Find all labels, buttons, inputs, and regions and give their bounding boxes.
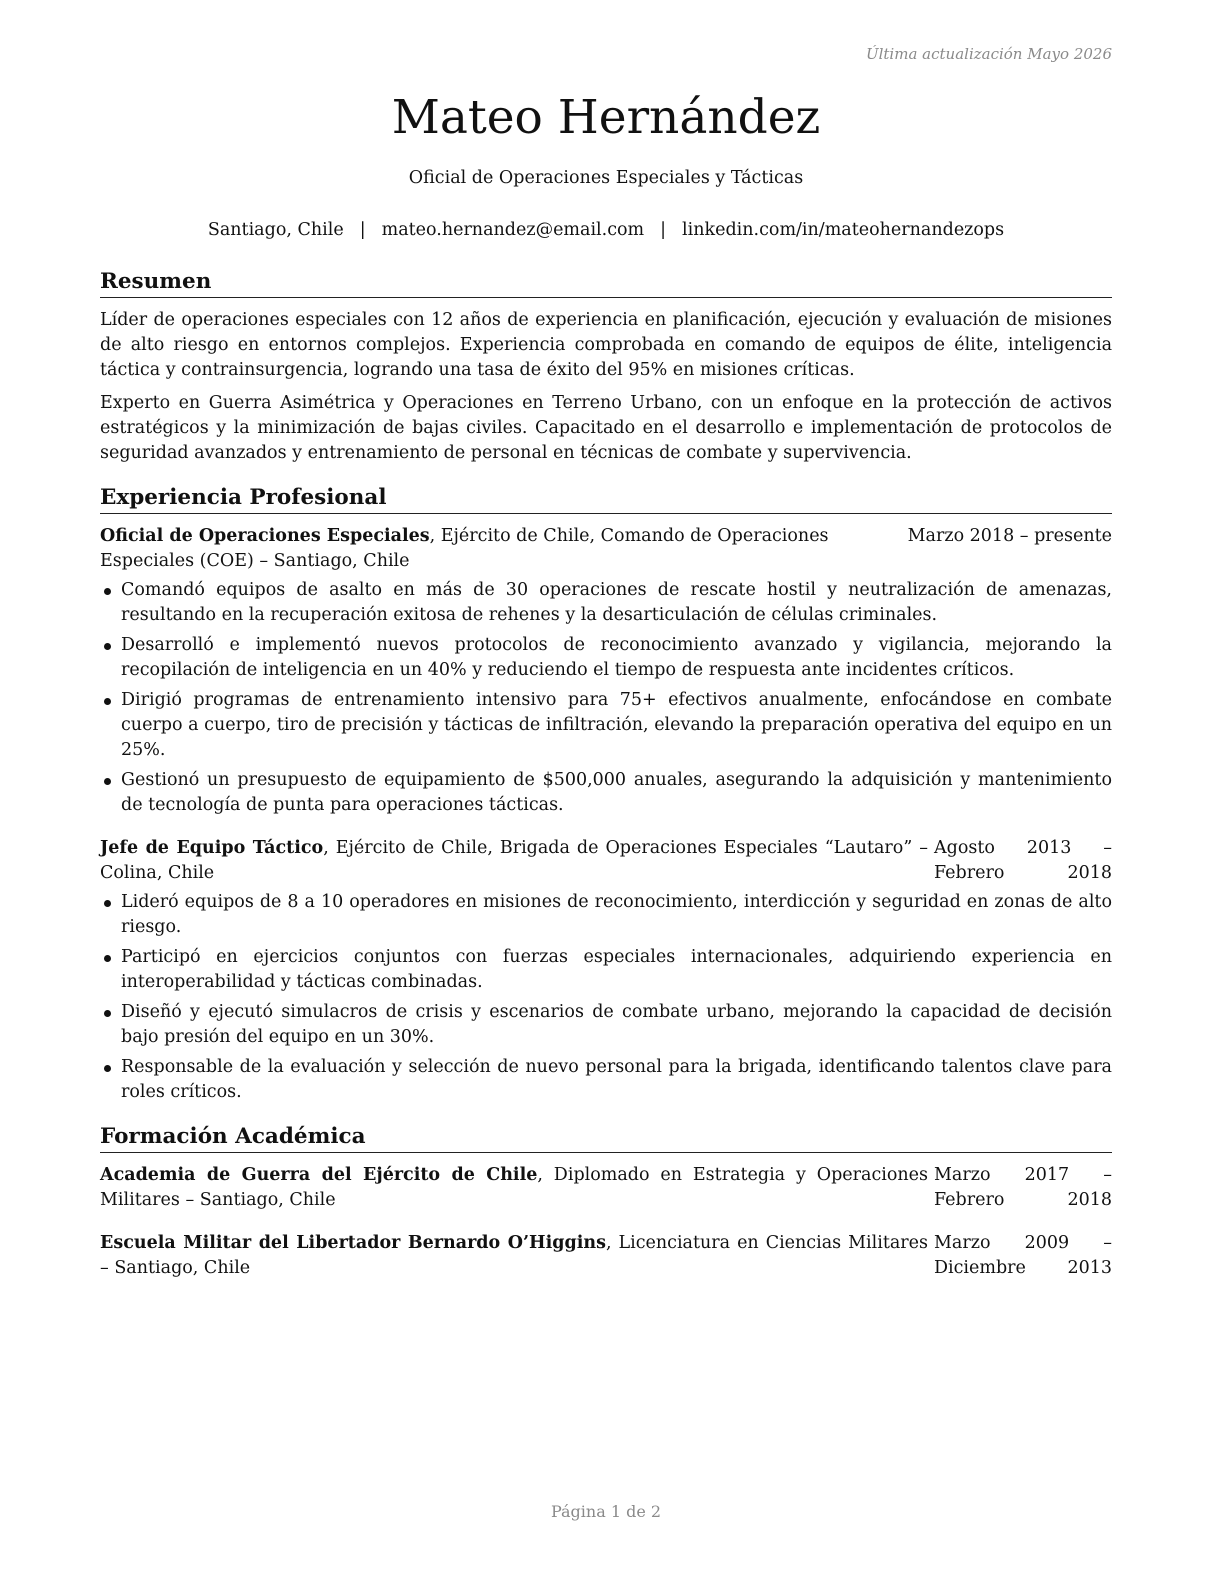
education-dates: Marzo 2017 – Febrero 2018 — [934, 1165, 1112, 1210]
last-updated: Última actualización Mayo 2026 — [865, 45, 1112, 63]
candidate-headline: Oficial de Operaciones Especiales y Tácticas — [408, 168, 804, 188]
page-number: Página 1 de 2 — [550, 1502, 662, 1521]
list-item: Lideró equipos de 8 a 10 operadores en misiones de reconocimiento, interdicción y seguridad en zonas de alto riesgo. — [100, 890, 1112, 940]
contact-separator: | — [359, 220, 366, 240]
education-header — [100, 1163, 1112, 1213]
section-title-experience: Experiencia Profesional — [100, 484, 1112, 514]
section-title-education: Formación Académica — [100, 1123, 1112, 1153]
resume-page — [100, 0, 1112, 1584]
candidate-name: Mateo Hernández — [391, 90, 821, 145]
education-header — [100, 1231, 1112, 1281]
job-dates: Agosto 2013 – Febrero 2018 — [934, 838, 1112, 883]
contact-line — [100, 220, 1112, 240]
list-item: Diseñó y ejecutó simulacros de crisis y escenarios de combate urbano, mejorando la capacidad de decisión bajo presión del equipo en un 30%. — [100, 1000, 1112, 1050]
job-bullets — [100, 578, 1112, 818]
education-details: , Licenciatura en Ciencias Militares – Santiago, Chile — [100, 1233, 928, 1278]
job-details: , Ejército de Chile, Brigada de Operaciones Especiales “Lautaro” – Colina, Chile — [100, 838, 928, 883]
education-institution: Escuela Militar del Libertador Bernardo O’Higgins — [100, 1233, 606, 1253]
summary-paragraph: Líder de operaciones especiales con 12 años de experiencia en planificación, ejecución y evaluación de misiones de alto riesgo en entornos complejos. Experiencia comprobada en comando de equipos de élite, inteligencia táctica y contrainsurgencia, logrando una tasa de éxito del 95% en misiones críticas. — [100, 310, 1112, 380]
education-institution: Academia de Guerra del Ejército de Chile — [100, 1165, 538, 1185]
list-item: Gestionó un presupuesto de equipamiento de $500,000 anuales, asegurando la adquisición y mantenimiento de tecnología de punta para operaciones tácticas. — [100, 768, 1112, 818]
job-entry — [100, 524, 1112, 818]
list-item: Desarrolló e implementó nuevos protocolos de reconocimiento avanzado y vigilancia, mejorando la recopilación de inteligencia en un 40% y reduciendo el tiempo de respuesta ante incidentes críticos. — [100, 633, 1112, 683]
section-title-summary: Resumen — [100, 268, 1112, 298]
contact-email[interactable]: mateo.hernandez@email.com — [381, 220, 645, 240]
job-entry — [100, 836, 1112, 1105]
list-item: Responsable de la evaluación y selección de nuevo personal para la brigada, identificando talentos clave para roles críticos. — [100, 1055, 1112, 1105]
job-role: Oficial de Operaciones Especiales — [100, 526, 430, 546]
list-item: Comandó equipos de asalto en más de 30 operaciones de rescate hostil y neutralización de amenazas, resultando en la recuperación exitosa de rehenes y la desarticulación de células criminales. — [100, 578, 1112, 628]
list-item: Participó en ejercicios conjuntos con fuerzas especiales internacionales, adquiriendo experiencia en interoperabilidad y tácticas combinadas. — [100, 945, 1112, 995]
job-header — [100, 524, 1112, 574]
resume-content — [100, 268, 1112, 1299]
education-dates: Marzo 2009 – Diciembre 2013 — [934, 1233, 1112, 1278]
education-details: , Diplomado en Estrategia y Operaciones Militares – Santiago, Chile — [100, 1165, 928, 1210]
job-role: Jefe de Equipo Táctico — [100, 838, 324, 858]
contact-location: Santiago, Chile — [207, 220, 344, 240]
job-details: , Ejército de Chile, Comando de Operaciones Especiales (COE) – Santiago, Chile — [100, 526, 829, 571]
summary-paragraph: Experto en Guerra Asimétrica y Operaciones en Terreno Urbano, con un enfoque en la protección de activos estratégicos y la minimización de bajas civiles. Capacitado en el desarrollo e implementación de protocolos de seguridad avanzados y entrenamiento de personal en técnicas de combate y supervivencia. — [100, 393, 1112, 463]
contact-linkedin[interactable]: linkedin.com/in/mateohernandezops — [682, 220, 1005, 240]
education-entry — [100, 1163, 1112, 1213]
job-header — [100, 836, 1112, 886]
list-item: Dirigió programas de entrenamiento intensivo para 75+ efectivos anualmente, enfocándose en combate cuerpo a cuerpo, tiro de precisión y tácticas de infiltración, elevando la preparación operativa del equipo en un 25%. — [100, 688, 1112, 763]
education-entry — [100, 1231, 1112, 1281]
job-bullets — [100, 890, 1112, 1105]
job-dates: Marzo 2018 – presente — [907, 526, 1112, 546]
contact-separator: | — [660, 220, 667, 240]
